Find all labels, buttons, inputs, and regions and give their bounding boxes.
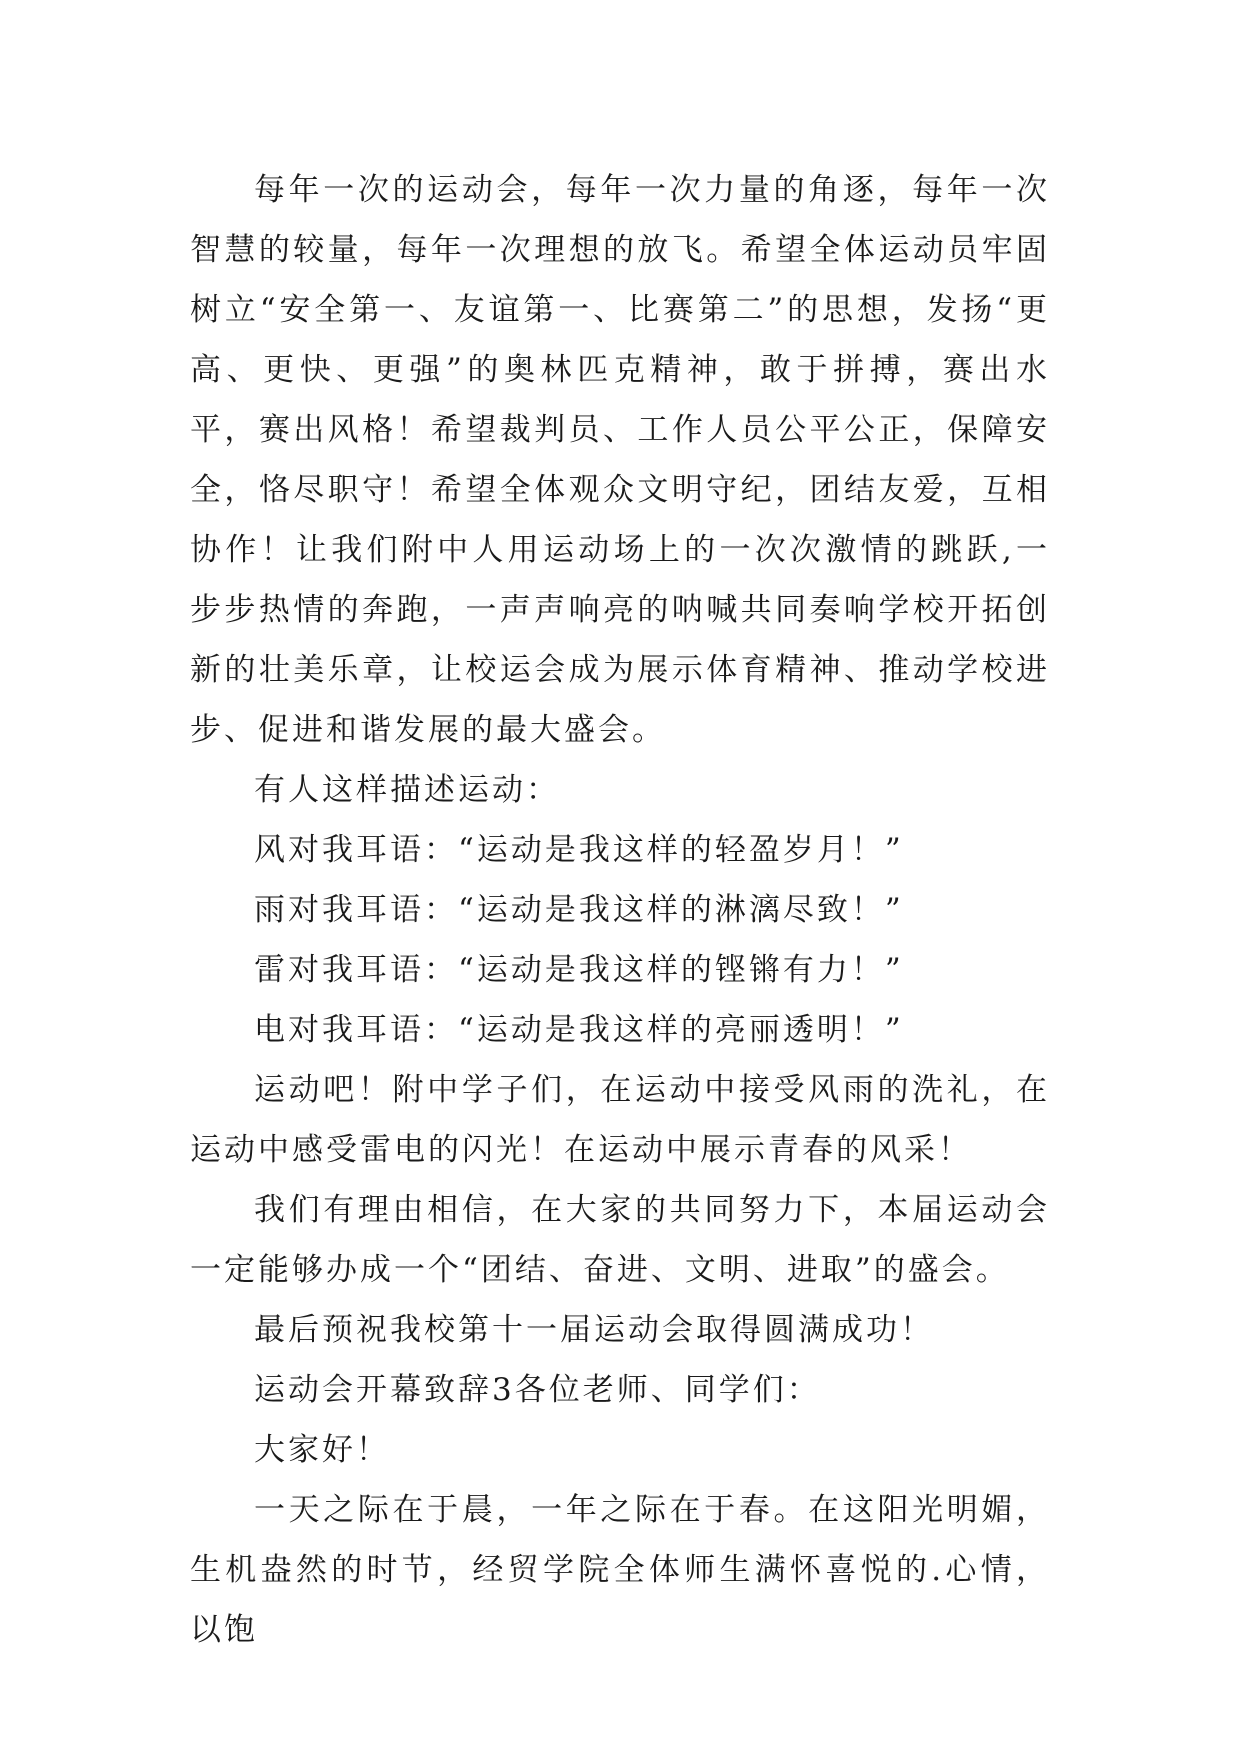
paragraph-describe-sport: 有人这样描述运动： (254, 772, 560, 808)
paragraph-lightning: 电对我耳语：“运动是我这样的亮丽透明！” (254, 1012, 904, 1048)
paragraph-belief: 我们有理由相信，在大家的共同努力下，本届运动会一定能够办成一个“团结、奋进、文明、进取”的盛会。 (190, 1192, 1050, 1288)
paragraph-spring-morning: 一天之际在于晨，一年之际在于春。在这阳光明媚，生机盎然的时节，经贸学院全体师生满怀喜悦的.心情，以饱 (190, 1492, 1050, 1648)
paragraph-rain: 雨对我耳语：“运动是我这样的淋漓尽致！” (254, 892, 904, 928)
paragraph-opening: 每年一次的运动会，每年一次力量的角逐，每年一次智慧的较量，每年一次理想的放飞。希望全体运动员牢固树立“安全第一、友谊第一、比赛第二”的思想，发扬“更高、更快、更强”的奥林匹克精神，敢于拼搏，赛出水平，赛出风格！希望裁判员、工作人员公平公正，保障安全，恪尽职守！希望全体观众文明守纪，团结友爱，互相协作！让我们附中人用运动场上的一次次激情的跳跃,一步步热情的奔跑，一声声响亮的呐喊共同奏响学校开拓创新的壮美乐章，让校运会成为展示体育精神、推动学校进步、促进和谐发展的最大盛会。 (190, 172, 1050, 748)
paragraph-wind: 风对我耳语：“运动是我这样的轻盈岁月！” (254, 832, 904, 868)
document-body (190, 160, 1050, 1660)
paragraph-thunder: 雷对我耳语：“运动是我这样的铿锵有力！” (254, 952, 904, 988)
paragraph-exercise: 运动吧！附中学子们，在运动中接受风雨的洗礼，在运动中感受雷电的闪光！在运动中展示青春的风采！ (190, 1072, 1050, 1168)
paragraph-greeting: 大家好！ (254, 1432, 390, 1468)
paragraph-speech-3-heading: 运动会开幕致辞3各位老师、同学们： (254, 1372, 821, 1408)
paragraph-wish-success: 最后预祝我校第十一届运动会取得圆满成功！ (254, 1312, 934, 1348)
